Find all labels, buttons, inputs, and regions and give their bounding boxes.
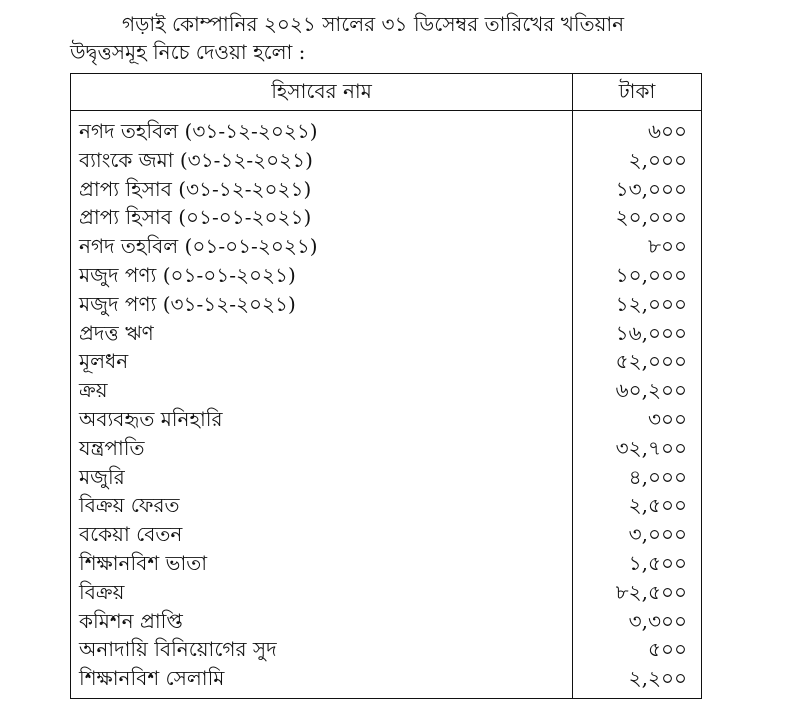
problem-statement-line-1: গড়াই কোম্পানির ২০২১ সালের ৩১ ডিসেম্বর তারিখের খতিয়ান — [122, 12, 625, 36]
amount-cell: ৮২,৫০০ — [615, 579, 687, 604]
problem-statement — [70, 10, 700, 66]
account-name-cell: বকেয়া বেতন — [79, 522, 183, 547]
amount-cell: ৩০০ — [647, 406, 687, 431]
account-name-cell: অনাদায়ি বিনিয়োগের সুদ — [79, 637, 277, 662]
amount-cell: ২০,০০০ — [615, 205, 687, 230]
account-name-column — [71, 111, 573, 698]
account-name-cell: ক্রয় — [79, 378, 108, 403]
account-name-cell: অব্যবহৃত মনিহারি — [79, 406, 223, 431]
amount-cell: ১২,০০০ — [615, 291, 687, 316]
account-name-cell: কমিশন প্রাপ্তি — [79, 608, 183, 633]
amount-cell: ৬০০ — [647, 119, 687, 143]
amount-cell: ৫২,০০০ — [615, 349, 687, 374]
amount-cell: ৩২,৭০০ — [615, 435, 687, 460]
account-name-cell: বিক্রয় ফেরত — [79, 493, 180, 518]
account-name-cell: মূলধন — [79, 349, 129, 374]
amount-cell: ২,০০০ — [628, 147, 687, 172]
amount-cell: ১০,০০০ — [615, 262, 687, 287]
amount-cell: ৩,০০০ — [628, 522, 687, 547]
account-name-cell: মজুরি — [79, 464, 125, 489]
account-name-cell: ব্যাংকে জমা (৩১-১২-২০২১) — [79, 147, 313, 172]
account-name-cell: শিক্ষানবিশ ভাতা — [79, 550, 208, 575]
account-name-cell: নগদ তহবিল (০১-০১-২০২১) — [79, 234, 318, 259]
amount-cell: ৪,০০০ — [628, 464, 687, 489]
account-name-cell: যন্ত্রপাতি — [79, 435, 145, 460]
amount-cell: ৬০,২০০ — [615, 378, 687, 403]
account-name-cell: প্রাপ্য হিসাব (০১-০১-২০২১) — [79, 205, 312, 230]
amount-column — [573, 111, 701, 698]
account-name-cell: প্রদত্ত ঋণ — [79, 320, 154, 345]
account-name-header: হিসাবের নাম — [71, 74, 573, 110]
amount-header: টাকা — [618, 79, 656, 103]
amount-cell: ১৩,০০০ — [615, 176, 687, 201]
problem-statement-line-2: উদ্বৃত্তসমূহ নিচে দেওয়া হলো : — [70, 40, 306, 64]
account-name-cell: মজুদ পণ্য (৩১-১২-২০২১) — [79, 291, 296, 316]
amount-cell: ১৬,০০০ — [615, 320, 687, 345]
account-name-cell: বিক্রয় — [79, 579, 125, 604]
account-name-cell: মজুদ পণ্য (০১-০১-২০২১) — [79, 262, 296, 287]
trial-balance-table — [70, 73, 702, 699]
amount-cell: ২,৫০০ — [628, 493, 687, 518]
amount-cell: ২,২০০ — [628, 666, 687, 691]
table-header — [71, 74, 701, 111]
amount-cell: ৮০০ — [648, 234, 687, 259]
amount-cell: ৫০০ — [648, 637, 687, 662]
account-name-cell: শিক্ষানবিশ সেলামি — [79, 666, 225, 691]
amount-cell: ১,৫০০ — [628, 550, 687, 575]
amount-cell: ৩,৩০০ — [628, 608, 687, 633]
table-body — [71, 111, 701, 698]
account-name-cell: প্রাপ্য হিসাব (৩১-১২-২০২১) — [79, 176, 312, 201]
account-name-cell: নগদ তহবিল (৩১-১২-২০২১) — [79, 119, 318, 143]
